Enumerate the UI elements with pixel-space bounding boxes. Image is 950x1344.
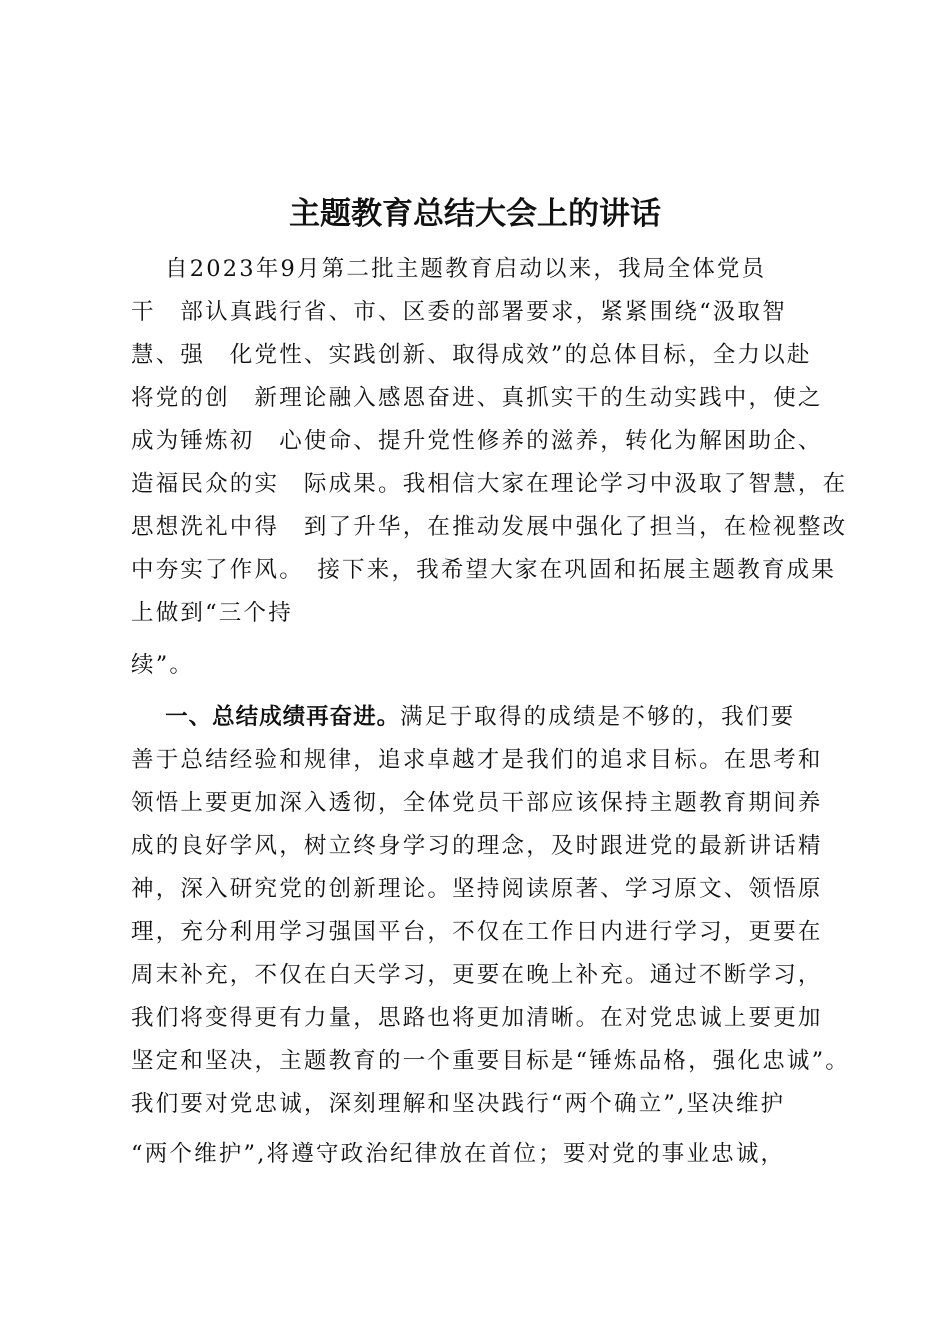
intro-line-3: 慧、强 化党性、实践创新、取得成效”的总体目标，全力以赴: [131, 342, 812, 368]
intro-line-1: 自2023年9月第二批主题教育启动以来，我局全体党员: [131, 256, 767, 282]
section1-line-10: 我们要对党忠诚，深刻理解和坚决践行“两个确立”,坚决维护: [131, 1091, 786, 1117]
intro-line-6: 造福民众的实 际成果。我相信大家在理论学习中汲取了智慧，在: [131, 471, 848, 497]
section1-line-8: 我们将变得更有力量，思路也将更加清晰。在对党忠诚上要更加: [131, 1005, 823, 1031]
section1-line-2: 善于总结经验和规律，追求卓越才是我们的追求目标。在思考和: [131, 747, 823, 773]
intro-line-4: 将党的创 新理论融入感恩奋进、真抓实干的生动实践中，使之: [131, 385, 823, 411]
section1-line-7: 周末补充，不仅在白天学习，更要在晚上补充。通过不断学习，: [131, 962, 823, 988]
intro-line-7: 思想洗礼中得 到了升华，在推动发展中强化了担当，在检视整改: [131, 514, 848, 540]
section1-heading: 一、总结成绩再奋进。: [165, 704, 401, 730]
document-title: 主题教育总结大会上的讲话: [289, 196, 661, 232]
intro-line-8: 中夯实了作风。 接下来，我希望大家在巩固和拓展主题教育成果: [131, 557, 837, 583]
section1-first-line-text: 满足于取得的成绩是不够的，我们要: [400, 704, 796, 730]
intro-line-2: 干 部认真践行省、市、区委的部署要求，紧紧围绕“汲取智: [131, 299, 787, 325]
intro-line-5: 成为锤炼初 心使命、提升党性修养的滋养，转化为解困助企、: [131, 428, 823, 454]
section1-line-3: 领悟上要更加深入透彻，全体党员干部应该保持主题教育期间养: [131, 790, 823, 816]
section1-line-4: 成的良好学风，树立终身学习的理念，及时跟进党的最新讲话精: [131, 833, 823, 859]
section1-line-6: 理，充分利用学习强国平台，不仅在工作日内进行学习，更要在: [131, 919, 823, 945]
intro-line-9: 上做到“三个持: [131, 600, 293, 626]
intro-line-10: 续”。: [131, 652, 195, 678]
section1-line-9: 坚定和坚决，主题教育的一个重要目标是“锤炼品格，强化忠诚”。: [131, 1048, 851, 1074]
section1-first-line: [131, 700, 851, 734]
section1-line-5: 神，深入研究党的创新理论。坚持阅读原著、学习原文、领悟原: [131, 876, 823, 902]
section1-line-11: “两个维护”,将遵守政治纪律放在首位；要对党的事业忠诚，: [131, 1141, 786, 1167]
